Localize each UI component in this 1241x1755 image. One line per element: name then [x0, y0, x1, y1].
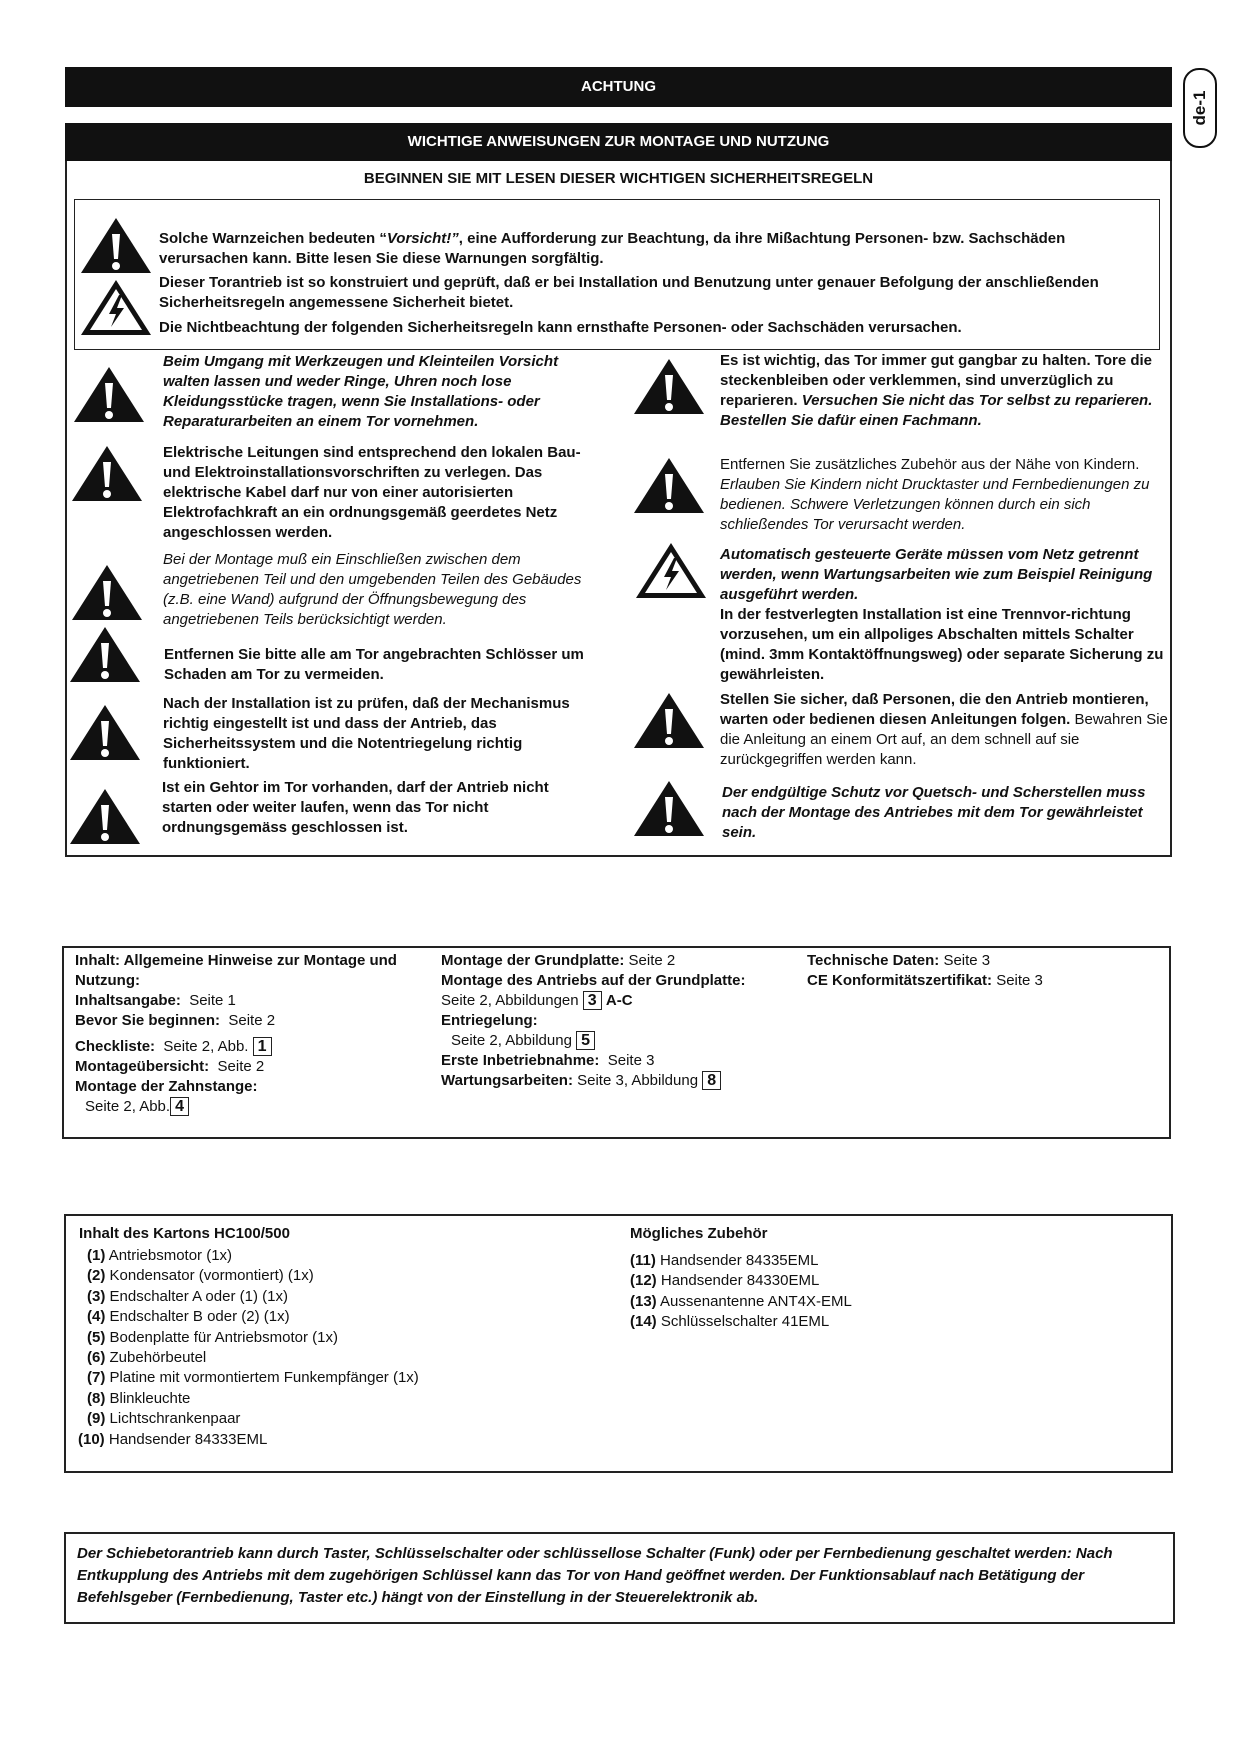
electrical-hazard-icon	[79, 277, 153, 337]
warning-exclamation-icon	[72, 364, 146, 424]
toc-column-1: Inhalt: Allgemeine Hinweise zur Montage und Nutzung: Inhaltsangabe: Seite 1 Bevor Sie beginnen: Seite 2 Checkliste: Seite 2, Abb. 1 Montageübersicht: Seite 2 Montage der Zahnstange: Seite 2, Abb. 4	[75, 952, 397, 1115]
figure-number-box: 1	[253, 1037, 272, 1056]
warning-electrical-lines: Elektrische Leitungen sind entsprechend den lokalen Bau- und Elektroinstallationsvorschriften zu verlegen. Das elektrische Kabel darf nur von einer autorisierten Elektrofachkraft an ein ordnungsgemäß geerdetes Netz angeschlossen werden.	[163, 444, 581, 541]
warning-pedestrian-door: Ist ein Gehtor im Tor vorhanden, darf der Antrieb nicht starten oder weiter laufen, wenn das Tor nicht ordnungsgemäss geschlossen ist.	[162, 779, 549, 836]
warning-exclamation-icon	[632, 778, 706, 838]
figure-number-box: 3	[583, 991, 602, 1010]
intro-paragraph-2: Dieser Torantrieb ist so konstruiert und geprüft, daß er bei Installation und Benutzung unter genauer Befolgung der anschließenden Sicherheitsregeln angemessene Sicherheit bietet.	[159, 274, 1099, 311]
toc-column-3: Technische Daten: Seite 3 CE Konformitätszertifikat: Seite 3	[807, 952, 1043, 989]
warning-exclamation-icon	[70, 562, 144, 622]
list-item: (10) Handsender 84333EML	[78, 1430, 268, 1448]
list-item: (2) Kondensator (vormontiert) (1x)	[87, 1267, 314, 1285]
warning-crush-protection: Der endgültige Schutz vor Quetsch- und Scherstellen muss nach der Montage des Antriebes mit dem Tor gewährleistet sein.	[722, 784, 1146, 841]
warning-exclamation-icon	[632, 455, 706, 515]
list-item: (7) Platine mit vormontiertem Funkempfänger (1x)	[87, 1369, 419, 1387]
carton-title: Inhalt des Kartons HC100/500	[79, 1225, 290, 1242]
important-instructions-bar: WICHTIGE ANWEISUNGEN ZUR MONTAGE UND NUTZUNG	[65, 123, 1172, 161]
warning-remove-locks: Entfernen Sie bitte alle am Tor angebrachten Schlösser um Schaden am Tor zu vermeiden.	[164, 646, 584, 683]
list-item: (8) Blinkleuchte	[87, 1389, 191, 1407]
figure-number-box: 8	[702, 1071, 721, 1090]
electrical-hazard-icon	[634, 540, 708, 600]
figure-number-box: 5	[576, 1031, 595, 1050]
warning-tools-jewelry: Beim Umgang mit Werkzeugen und Kleinteilen Vorsicht walten lassen und weder Ringe, Uhren noch lose Kleidungsstücke tragen, wenn Sie Installations- oder Reparaturarbeiten an einem Tor vornehmen.	[163, 353, 559, 430]
list-item: (9) Lichtschrankenpaar	[87, 1410, 241, 1428]
intro-paragraph-1: Solche Warnzeichen bedeuten “Vorsicht!”, eine Aufforderung zur Beachtung, da ihre Mißachtung Personen- bzw. Sachschäden verursachen kann. Bitte lesen Sie diese Warnungen sorgfältig.	[159, 230, 1066, 267]
toc-column-2: Montage der Grundplatte: Seite 2 Montage des Antriebs auf der Grundplatte: Seite 2, Abbildungen 3 A-C Entriegelung: Seite 2, Abbildung 5 Erste Inbetriebnahme: Seite 3 Wartungsarbeiten: Seite 3, Abbildung 8	[441, 952, 746, 1089]
list-item: (4) Endschalter B oder (2) (1x)	[87, 1308, 290, 1326]
attention-bar: ACHTUNG	[65, 67, 1172, 107]
accessories-list	[630, 1251, 1130, 1333]
warning-disconnect-power: Automatisch gesteuerte Geräte müssen vom Netz getrennt werden, wenn Wartungsarbeiten wie zum Beispiel Reinigung ausgeführt werden. In der festverlegten Installation ist eine Trennvor-richtung vorzusehen, um ein allpoliges Abschalten mittels Schalter (mind. 3mm Kontaktöffnungsweg) oder separate Sicherung zu gewährleisten.	[720, 546, 1164, 683]
warning-exclamation-icon	[79, 215, 153, 275]
figure-number-box: 4	[170, 1097, 189, 1116]
intro-paragraph-3: Die Nichtbeachtung der folgenden Sicherheitsregeln kann ernsthafte Personen- oder Sachschäden verursachen.	[159, 319, 962, 336]
warning-trapping: Bei der Montage muß ein Einschließen zwischen dem angetriebenen Teil und den umgebenden Teilen des Gebäudes (z.B. eine Wand) aufgrund der Öffnungsbewegung des angetriebenen Teils berücksichtigt werden.	[163, 551, 582, 628]
carton-item-list	[78, 1246, 578, 1450]
list-item: (3) Endschalter A oder (1) (1x)	[87, 1287, 288, 1305]
language-page-tab: de-1	[1183, 68, 1217, 148]
list-item: (11) Handsender 84335EML	[630, 1252, 819, 1269]
list-item: (12) Handsender 84330EML	[630, 1272, 820, 1290]
warning-exclamation-icon	[68, 786, 142, 846]
warning-follow-instructions: Stellen Sie sicher, daß Personen, die den Antrieb montieren, warten oder bedienen diesen Anleitungen folgen. Bewahren Sie die Anleitung an einem Ort auf, an dem schnell auf sie zurückgegriffen werden kann.	[720, 691, 1168, 768]
warning-children: Entfernen Sie zusätzliches Zubehör aus der Nähe von Kindern. Erlauben Sie Kindern nicht Drucktaster und Fernbedienungen zu bedienen. Schwere Verletzungen können durch ein sich schließendes Tor verursacht werden.	[720, 456, 1150, 533]
begin-heading: BEGINNEN SIE MIT LESEN DIESER WICHTIGEN SICHERHEITSREGELN	[363, 170, 874, 187]
warning-exclamation-icon	[68, 624, 142, 684]
accessories-title: Mögliches Zubehör	[630, 1225, 768, 1242]
list-item: (14) Schlüsselschalter 41EML	[630, 1313, 830, 1331]
operation-note: Der Schiebetorantrieb kann durch Taster, Schlüsselschalter oder schlüssellose Schalter (Funk) oder per Fernbedienung geschaltet werden: Nach Entkupplung des Antriebs mit dem zugehörigen Schlüssel kann das Tor von Hand geöffnet werden. Der Funktionsablauf nach Betätigung der Befehlsgeber (Fernbedienung, Taster etc.) hängt von der Einstellung in der Steuerelektronik ab.	[77, 1545, 1113, 1606]
warning-check-mechanism: Nach der Installation ist zu prüfen, daß der Mechanismus richtig eingestellt ist und dass der Antrieb, das Sicherheitssystem und die Notentriegelung richtig funktioniert.	[163, 695, 570, 772]
warning-exclamation-icon	[70, 443, 144, 503]
list-item: (1) Antriebsmotor (1x)	[87, 1247, 233, 1264]
list-item: (5) Bodenplatte für Antriebsmotor (1x)	[87, 1328, 338, 1346]
list-item: (13) Aussenantenne ANT4X-EML	[630, 1292, 852, 1310]
warning-exclamation-icon	[632, 356, 706, 416]
list-item: (6) Zubehörbeutel	[87, 1349, 207, 1367]
warning-gate-maintenance: Es ist wichtig, das Tor immer gut gangbar zu halten. Tore die steckenbleiben oder verklemmen, sind unverzüglich zu reparieren. Versuchen Sie nicht das Tor selbst zu reparieren. Bestellen Sie dafür einen Fachmann.	[720, 352, 1153, 429]
warning-exclamation-icon	[632, 690, 706, 750]
warning-exclamation-icon	[68, 702, 142, 762]
